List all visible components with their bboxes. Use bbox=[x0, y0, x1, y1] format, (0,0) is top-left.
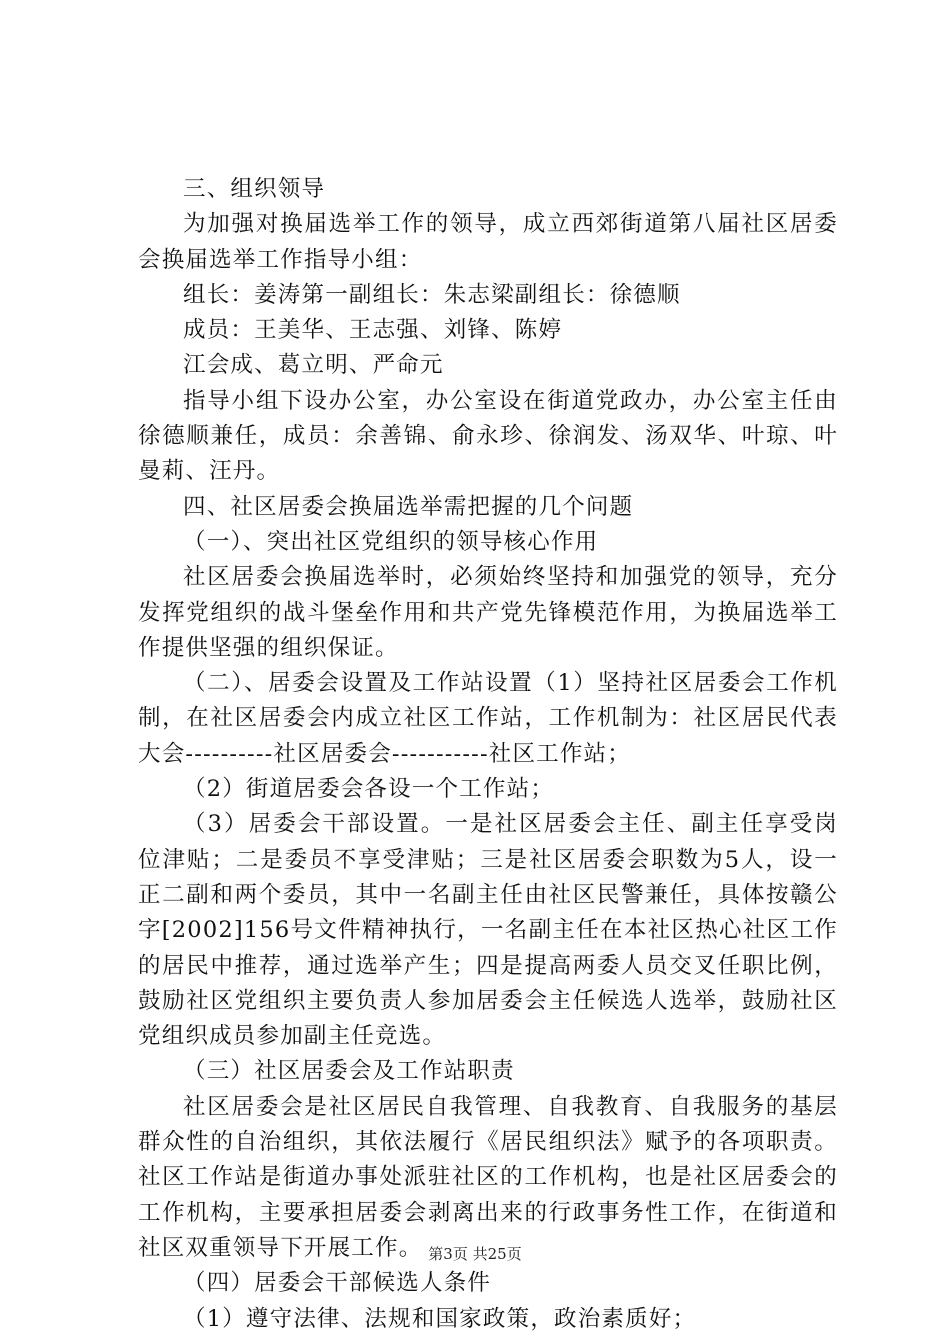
paragraph: 为加强对换届选举工作的领导，成立西郊街道第八届社区居委会换届选举工作指导小组： bbox=[138, 211, 838, 273]
section-heading-organization: 三、组织领导 bbox=[183, 176, 326, 202]
subsection-heading: （一）、突出社区党组织的领导核心作用 bbox=[183, 528, 599, 555]
section-heading-issues: 四、社区居委会换届选举需把握的几个问题 bbox=[183, 493, 634, 520]
paragraph: 组长：姜涛第一副组长：朱志梁副组长：徐德顺 bbox=[183, 281, 681, 308]
paragraph: （1）遵守法律、法规和国家政策，政治素质好； bbox=[183, 1305, 697, 1332]
paragraph: （3）居委会干部设置。一是社区居委会主任、副主任享受岗位津贴；二是委员不享受津贴；三是社区居委会职数为5人，设一正二副和两个委员，其中一名副主任由社区民警兼任，具体按赣公字[2002]156号文件精神执行，一名副主任在本社区热心社区工作的居民中推荐，通过选举产生；四是提高两委人员交叉任职比例，鼓励社区党组织主要负责人参加居委会主任候选人选举，鼓励社区党组织成员参加副主任竞选。 bbox=[138, 811, 838, 1050]
subsection-heading: （三）社区居委会及工作站职责 bbox=[183, 1058, 515, 1085]
paragraph: 社区居委会是社区居民自我管理、自我教育、自我服务的基层群众性的自治组织，其依法履行《居民组织法》赋予的各项职责。社区工作站是街道办事处派驻社区的工作机构，也是社区居委会的工作机构，主要承担居委会剥离出来的行政事务性工作，在街道和社区双重领导下开展工作。 bbox=[138, 1093, 838, 1261]
paragraph: 成员：王美华、王志强、刘锋、陈婷 bbox=[183, 317, 563, 344]
paragraph: （二）、居委会设置及工作站设置（1）坚持社区居委会工作机制，在社区居委会内成立社区工作站，工作机制为：社区居民代表大会----------社区居委会-----------社区工作站； bbox=[138, 670, 838, 767]
paragraph: 指导小组下设办公室，办公室设在街道党政办，办公室主任由徐德顺兼任，成员：余善锦、俞永珍、徐润发、汤双华、叶琼、叶曼莉、汪丹。 bbox=[138, 387, 838, 485]
document-body bbox=[138, 172, 838, 1337]
paragraph: 社区居委会换届选举时，必须始终坚持和加强党的领导，充分发挥党组织的战斗堡垒作用和共产党先锋模范作用，为换届选举工作提供坚强的组织保证。 bbox=[138, 564, 838, 661]
page-number-footer: 第3页 共25页 bbox=[428, 1245, 522, 1263]
subsection-heading: （四）居委会干部候选人条件 bbox=[183, 1270, 492, 1297]
paragraph: 江会成、葛立明、严命元 bbox=[183, 352, 444, 379]
paragraph: （2）街道居委会各设一个工作站； bbox=[183, 776, 555, 803]
